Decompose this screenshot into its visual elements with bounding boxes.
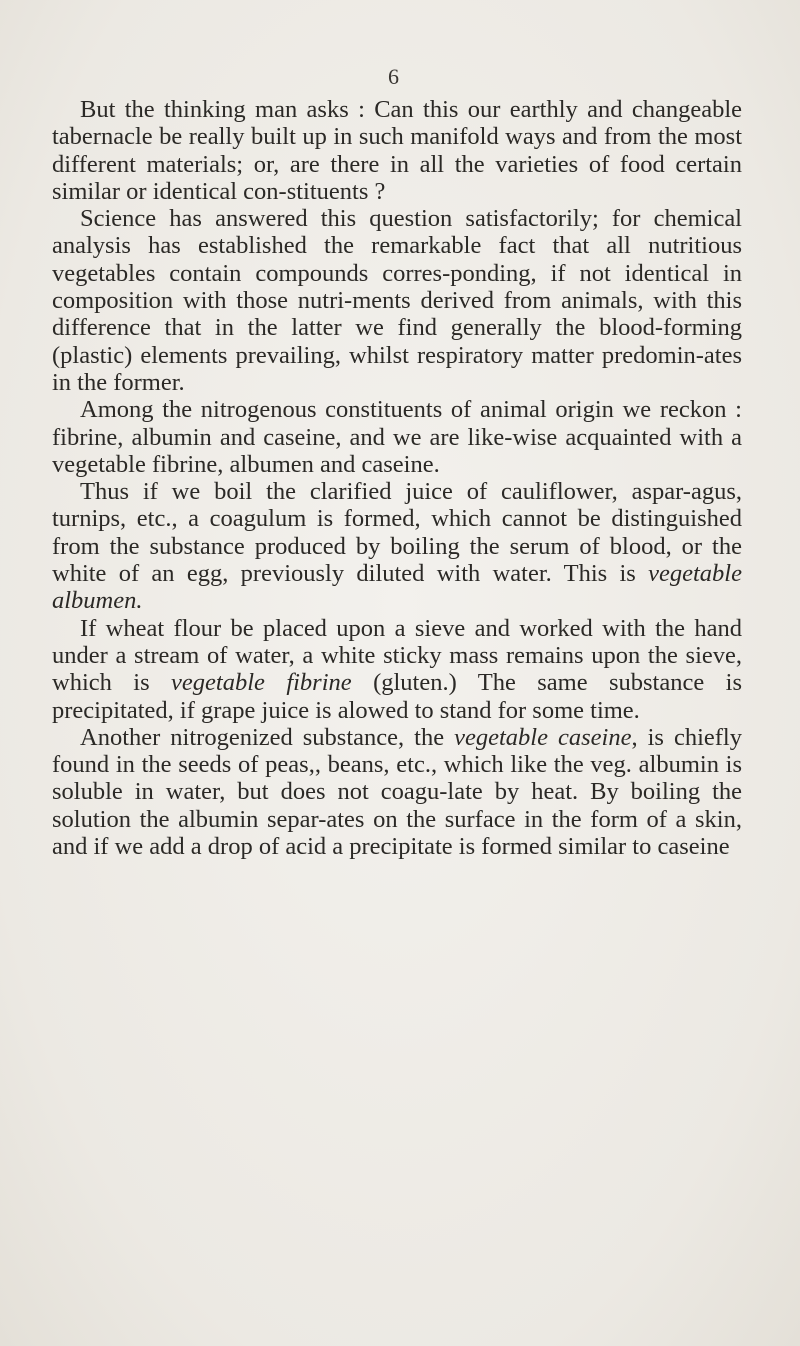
text-run: But the thinking man asks : Can this our earthly and changeable tabernacle be really built up in such manifold ways and from the most different materials; or, are there in all the varieties of food certain similar or identical con-stituents ? bbox=[52, 96, 742, 205]
paragraph-6 bbox=[52, 724, 742, 860]
paragraph-5 bbox=[52, 615, 742, 724]
text-run: Among the nitrogenous constituents of animal origin we reckon : fibrine, albumin and caseine, and we are like-wise acquainted with a vegetable fibrine, albumen and caseine. bbox=[52, 396, 742, 478]
text-run: Another nitrogenized substance, the bbox=[80, 723, 455, 751]
italic-term-vegetable-albumen: vegetable albumen. bbox=[52, 560, 742, 615]
italic-term-vegetable-fibrine: vegetable fibrine bbox=[171, 669, 352, 697]
paragraph-3 bbox=[52, 396, 742, 478]
text-run: (gluten.) The same substance is precipitated, if grape juice is alowed to stand for some time. bbox=[52, 669, 742, 724]
page-number: 6 bbox=[388, 64, 399, 89]
paragraph-4 bbox=[52, 478, 742, 614]
body-text bbox=[52, 96, 742, 860]
text-run: Thus if we boil the clarified juice of cauliflower, aspar-agus, turnips, etc., a coagulum is formed, which cannot be distinguished from the substance produced by boiling the serum of blood, or the white of an egg, previously diluted with water. This is bbox=[52, 478, 742, 588]
text-run: , is chiefly found in the seeds of peas,, beans, etc., which like the veg. albumin is soluble in water, but does not coagu-late by heat. By boiling the solution the albumin separ-ates on the surface in the form of a skin, and if we add a drop of acid a precipitate is formed similar to caseine bbox=[52, 723, 742, 861]
italic-term-vegetable-caseine: vegetable caseine bbox=[454, 723, 632, 751]
paragraph-2 bbox=[52, 205, 742, 396]
paragraph-1 bbox=[52, 96, 742, 205]
text-run: Science has answered this question satisfactorily; for chemical analysis has established the remarkable fact that all nutritious vegetables contain compounds corres-ponding, if not identical in composition with those nutri-ments derived from animals, with this difference that in the latter we find generally the blood-forming (plastic) elements prevailing, whilst respiratory matter predomin-ates in the former. bbox=[52, 205, 742, 396]
text-run: If wheat flour be placed upon a sieve and worked with the hand under a stream of water, a white sticky mass remains upon the sieve, which is bbox=[52, 614, 742, 697]
